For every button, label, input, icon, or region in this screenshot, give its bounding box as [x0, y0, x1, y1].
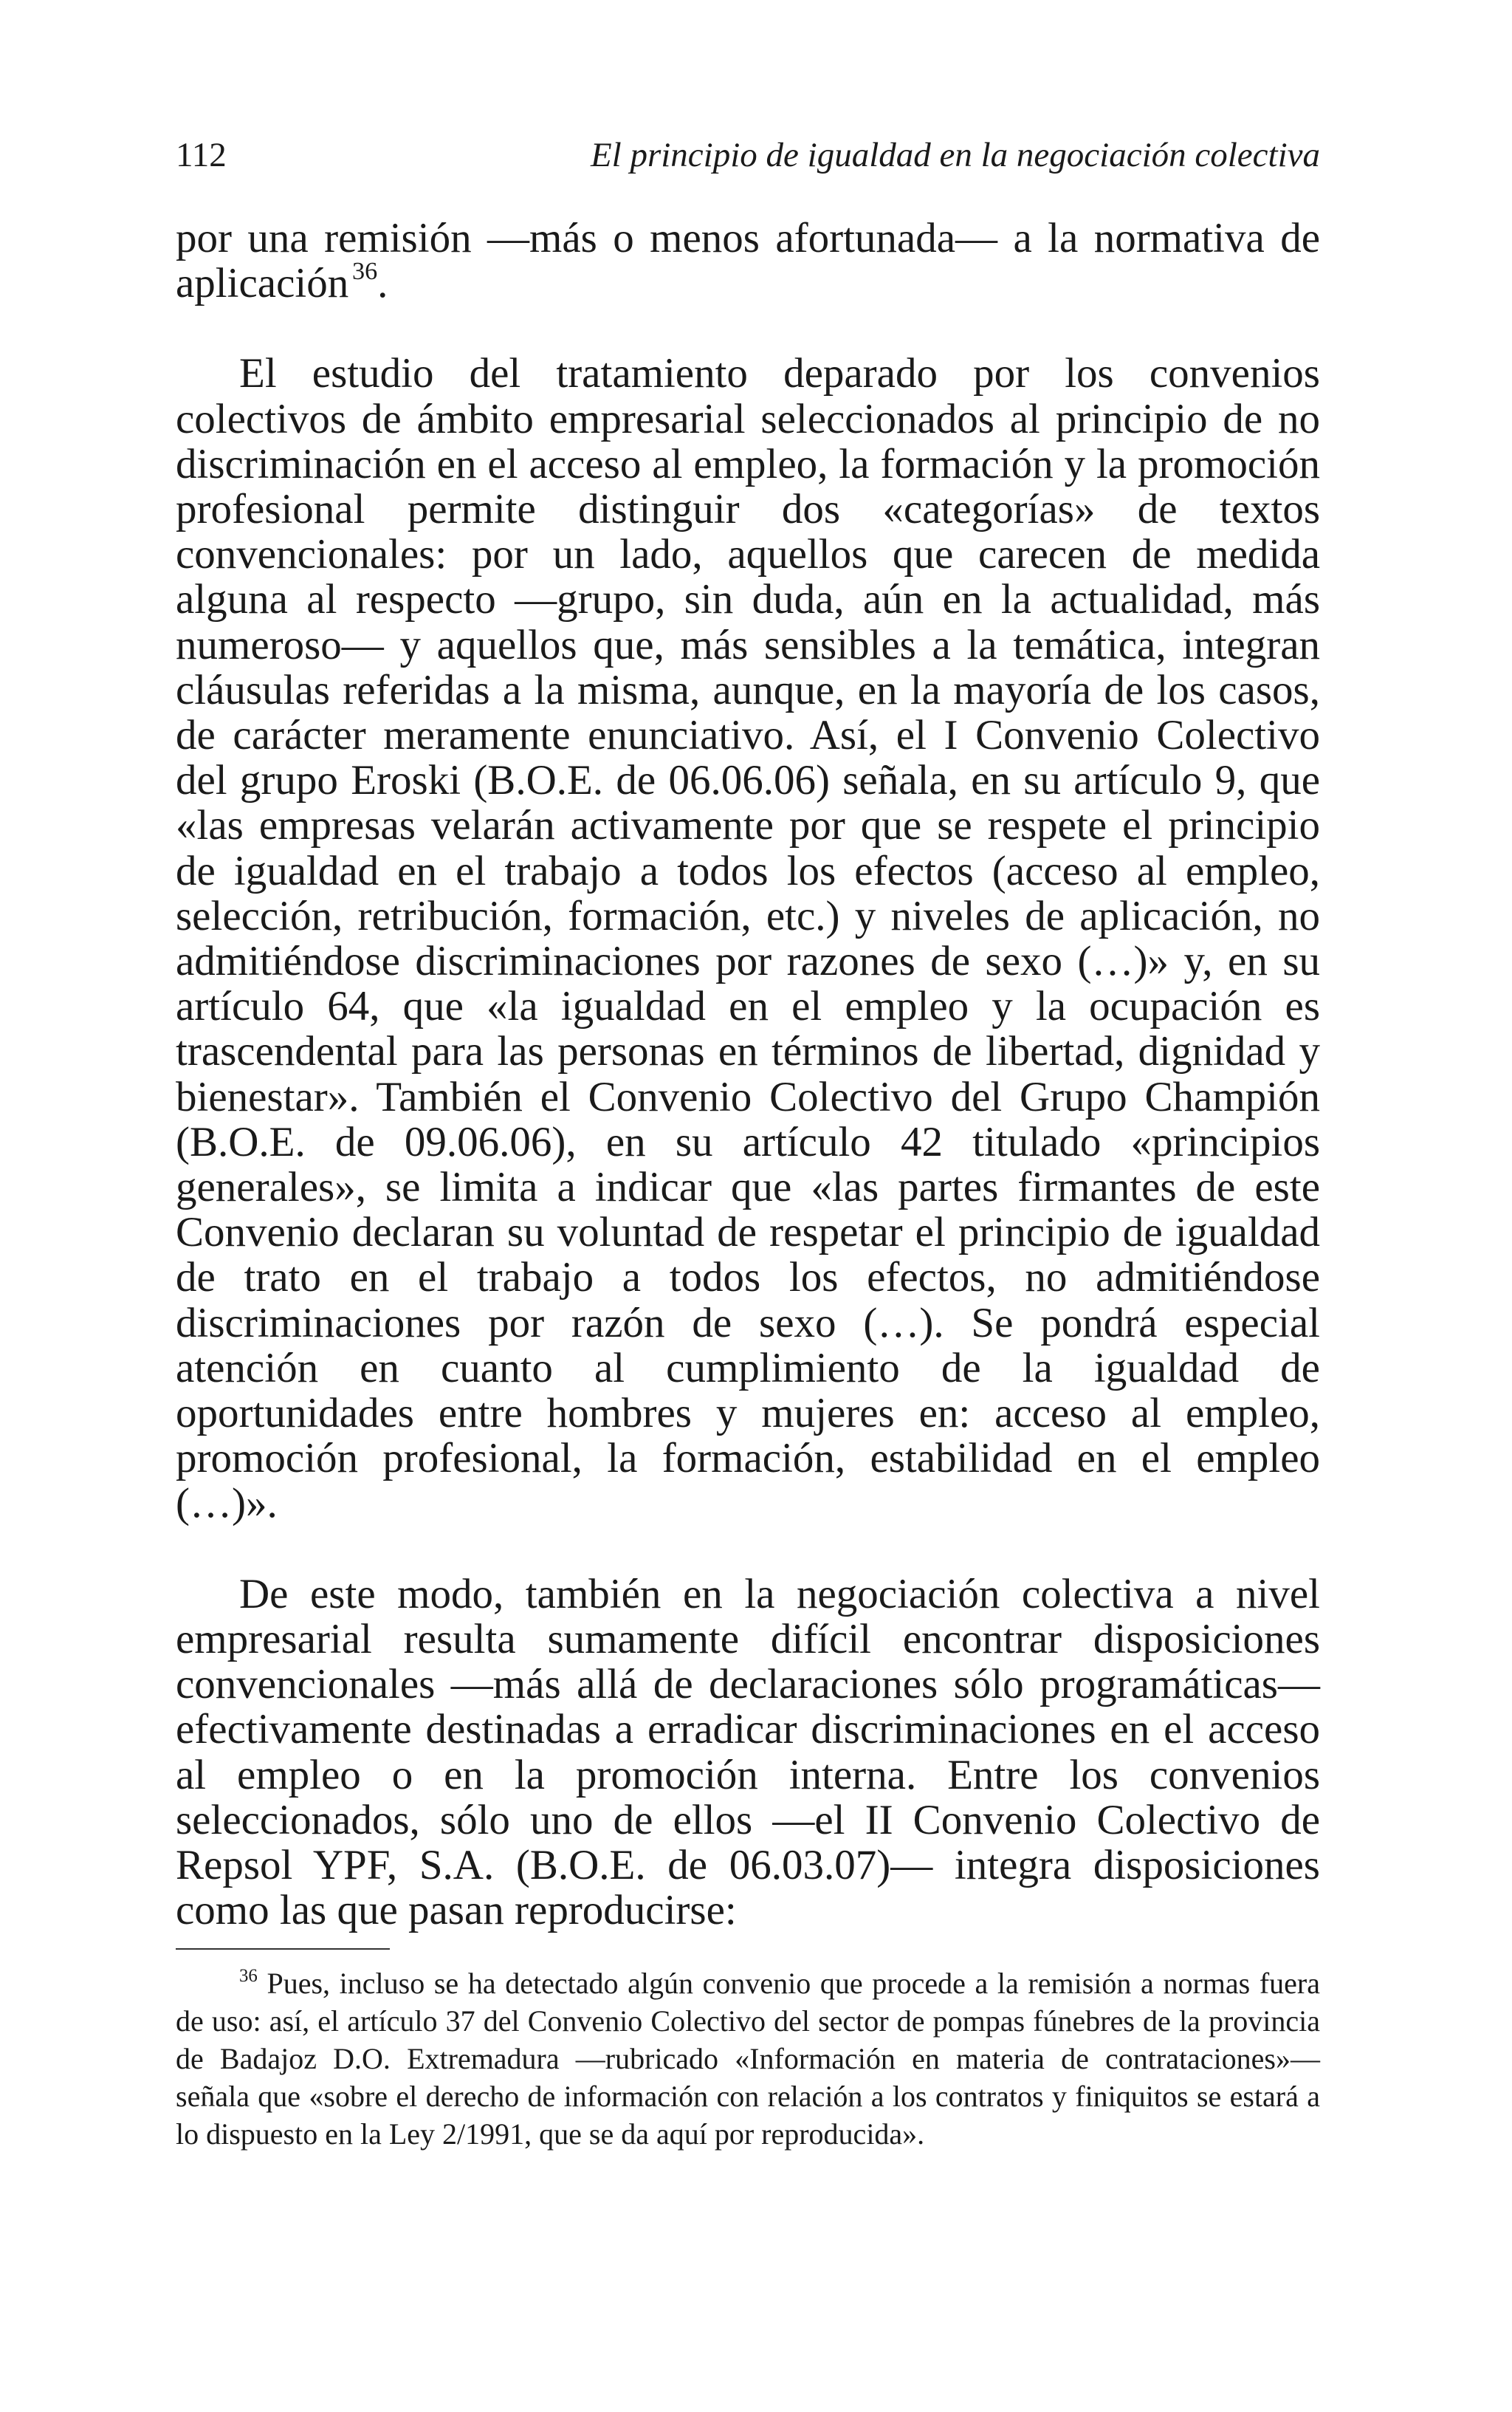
paragraph-continuation [176, 216, 1320, 306]
book-page [176, 0, 1320, 2412]
footnote-number: 36 [239, 1965, 258, 1986]
footnote-text: Pues, incluso se ha detectado algún convenio que procede a la remisión a normas fuera de uso: así, el artículo 37 del Convenio Colectivo del sector de pompas fúnebres de la provincia de Badajoz D.O. Extremadura —rubricado «Información en materia de contrataciones»— señala que «sobre el derecho de información con relación a los contratos y finiquitos se estará a lo dispuesto en la Ley 2/1991, que se da aquí por reproducida». [176, 1967, 1321, 2151]
paragraph-3: De este modo, también en la negociación colectiva a nivel empresarial resulta sumamente difícil encontrar disposiciones convencionales —más allá de declaraciones sólo programáticas— efectivamente destinadas a erradicar discriminaciones en el acceso al empleo o en la promoción interna. Entre los convenios seleccionados, sólo uno de ellos —el II Convenio Colectivo de Repsol YPF, S.A. (B.O.E. de 06.03.07)— integra disposiciones como las que pasan reproducirse: [176, 1570, 1320, 1934]
page-header [176, 133, 1320, 177]
footnote-divider [176, 1948, 390, 1950]
footnote-36 [176, 1964, 1320, 2153]
paragraph-2: El estudio del tratamiento deparado por los convenios colectivos de ámbito empresarial seleccionados al principio de no discriminación en el acceso al empleo, la formación y la promoción profesional permite distinguir dos «categorías» de textos convencionales: por un lado, aquellos que carecen de medida alguna al respecto —grupo, sin duda, aún en la actualidad, más numeroso— y aquellos que, más sensibles a la temática, integran cláusulas referidas a la misma, aunque, en la mayoría de los casos, de carácter meramente enunciativo. Así, el I Convenio Colectivo del grupo Eroski (B.O.E. de 06.06.06) señala, en su artículo 9, que «las empresas velarán activamente por que se respete el principio de igualdad en el trabajo a todos los efectos (acceso al empleo, selección, retribución, formación, etc.) y niveles de aplicación, no admitiéndose discriminaciones por razones de sexo (…)» y, en su artículo 64, que «la igualdad en el empleo y la ocupación es trascendental para las personas en términos de libertad, dignidad y bienestar». También el Convenio Colectivo del Grupo Champión (B.O.E. de 09.06.06), en su artículo 42 titulado «principios generales», se limita a indicar que «las partes firmantes de este Convenio declaran su voluntad de respetar el principio de igualdad de trato en el trabajo a todos los efectos, no admitiéndose discriminaciones por razón de sexo (…). Se pondrá especial atención en cuanto al cumplimiento de la igualdad de oportunidades entre hombres y mujeres en: acceso al empleo, promoción profesional, la formación, estabilidad en el empleo (…)». [176, 350, 1320, 1527]
main-text [176, 216, 1320, 1933]
page-number: 112 [176, 136, 227, 174]
running-title: El principio de igualdad en la negociación colectiva [590, 136, 1320, 174]
footnotes-section [176, 1964, 1320, 2153]
paragraph-1-text: por una remisión —más o menos afortunada— a la normativa de aplicación [176, 215, 1320, 307]
paragraph-1-end: . [377, 260, 388, 307]
footnote-reference[interactable]: 36 [351, 258, 378, 286]
